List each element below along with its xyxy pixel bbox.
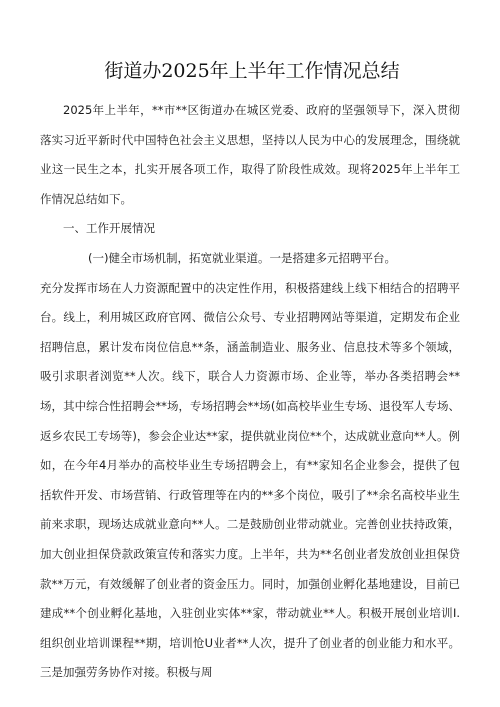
subsection-heading: (一)健全市场机制，拓宽就业渠道。一是搭建多元招聘平台。: [88, 250, 396, 265]
document-title: 街道办2025年上半年工作情况总结: [104, 60, 400, 82]
intro-paragraph: 2025年上半年，**市**区街道办在城区党委、政府的坚强领导下，深入贯彻落实习近平新时代中国特色社会主义思想，坚持以人民为中心的发展理念，围绕就业这一民生之本，扎实开展各项工作，取得了阶段性成效。现将2025年上半年工作情况总结如下。: [40, 103, 460, 206]
section-heading: 一、工作开展情况: [63, 221, 155, 236]
body-paragraph: 充分发挥市场在人力资源配置中的决定性作用，积极搭建线上线下相结合的招聘平台。线上，利用城区政府官网、微信公众号、专业招聘网站等渠道，定期发布企业招聘信息，累计发布岗位信息**条，涵盖制造业、服务业、信息技术等多个领域，吸引求职者浏览**人次。线下，联合人力资源市场、企业等，举办各类招聘会**场，其中综合性招聘会**场，专场招聘会**场(如高校毕业生专场、退役军人专场、返乡农民工专场等)，参会企业达**家，提供就业岗位**个，达成就业意向**人。例如，在今年4月举办的高校毕业生专场招聘会上，有**家知名企业参会，提供了包括软件开发、市场营销、行政管理等在内的**多个岗位，吸引了**余名高校毕业生前来求职，现场达成就业意向**人。二是鼓励创业带动就业。完善创业扶持政策，加大创业担保贷款政策宣传和落实力度。上半年，共为**名创业者发放创业担保贷款**万元，有效缓解了创业者的资金压力。同时，加强创业孵化基地建设，目前已建成**个创业孵化基地，入驻创业实体**家，带动就业**人。积极开展创业培训I.组织创业培训课程**期，培训怆U业者**人次，提升了创业者的创业能力和水平。三是加强劳务协作对接。积极与周: [40, 280, 460, 680]
